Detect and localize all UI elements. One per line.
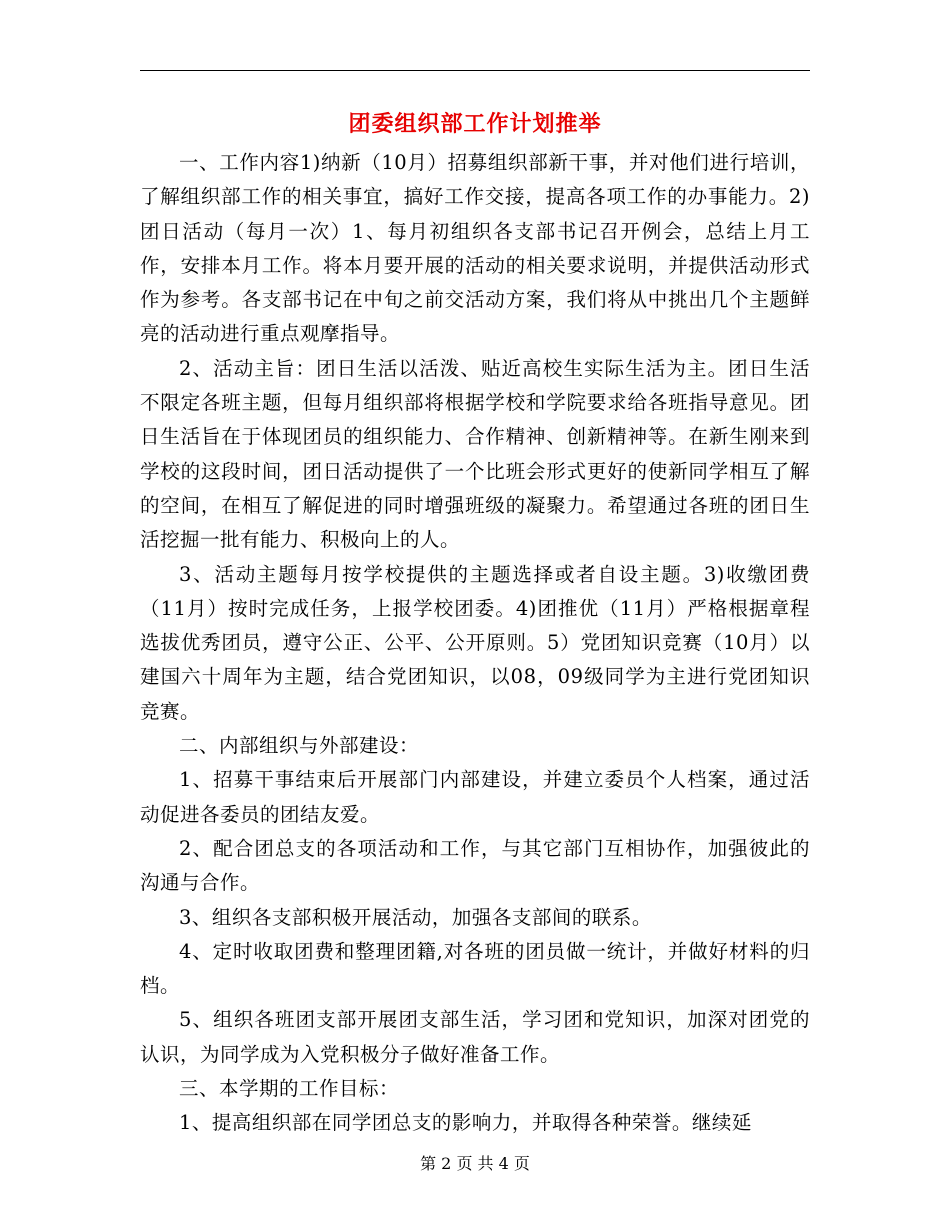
paragraph-work-content: 一、工作内容1)纳新（10月）招募组织部新干事，并对他们进行培训，了解组织部工作的相关事宜，搞好工作交接，提高各项工作的办事能力。2)团日活动（每月一次）1、每月初组织各支部书记召开例会，总结上月工作，安排本月工作。将本月要开展的活动的相关要求说明，并提供活动形式作为参考。各支部书记在中旬之前交活动方案，我们将从中挑出几个主题鲜亮的活动进行重点观摩指导。 bbox=[140, 151, 810, 346]
paragraph-internal-4: 4、定时收取团费和整理团籍,对各班的团员做一统计，并做好材料的归档。 bbox=[140, 939, 810, 998]
document-body bbox=[140, 146, 810, 1141]
section-heading-internal: 二、内部组织与外部建设： bbox=[179, 734, 420, 758]
paragraph-internal-3: 3、组织各支部积极开展活动，加强各支部间的联系。 bbox=[179, 905, 652, 929]
paragraph-internal-2: 2、配合团总支的各项活动和工作，与其它部门互相协作，加强彼此的沟通与合作。 bbox=[140, 836, 810, 895]
section-heading-goals: 三、本学期的工作目标： bbox=[179, 1077, 400, 1101]
document-title: 团委组织部工作计划推举 bbox=[348, 111, 602, 137]
paragraph-internal-1: 1、招募干事结束后开展部门内部建设，并建立委员个人档案，通过活动促进各委员的团结友爱。 bbox=[140, 768, 810, 826]
header-rule bbox=[140, 70, 810, 71]
paragraph-goal-1: 1、提高组织部在同学团总支的影响力，并取得各种荣誉。继续延 bbox=[179, 1111, 752, 1135]
paragraph-activity-theme: 3、活动主题每月按学校提供的主题选择或者自设主题。3)收缴团费（11月）按时完成任务，上报学校团委。4)团推优（11月）严格根据章程选拔优秀团员，遵守公正、公平、公开原则。5）党团知识竞赛（10月）以建国六十周年为主题，结合党团知识，以08，09级同学为主进行党团知识竞赛。 bbox=[140, 562, 810, 723]
page-footer: 第 2 页 共 4 页 bbox=[420, 1154, 530, 1173]
paragraph-internal-5: 5、组织各班团支部开展团支部生活，学习团和党知识，加深对团党的认识，为同学成为入党积极分子做好准备工作。 bbox=[140, 1008, 810, 1066]
paragraph-activity-purpose: 2、活动主旨：团日生活以活泼、贴近高校生实际生活为主。团日生活不限定各班主题，但每月组织部将根据学校和学院要求给各班指导意见。团日生活旨在于体现团员的组织能力、合作精神、创新精神等。在新生刚来到学校的这段时间，团日活动提供了一个比班会形式更好的使新同学相互了解的空间，在相互了解促进的同时增强班级的凝聚力。希望通过各班的团日生活挖掘一批有能力、积极向上的人。 bbox=[140, 356, 810, 552]
